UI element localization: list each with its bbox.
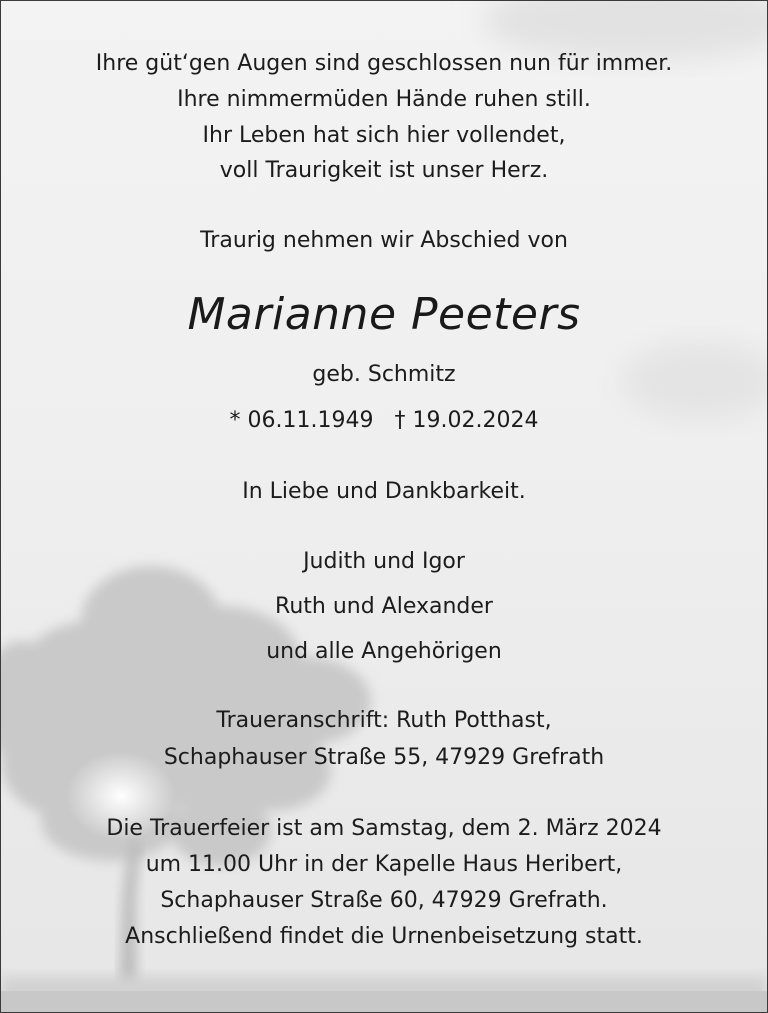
- verse-line-4: voll Traurigkeit ist unser Herz.: [219, 158, 549, 183]
- obituary-text: [1, 1, 767, 1012]
- mourning-address-line-1: Traueranschrift: Ruth Potthast,: [216, 708, 552, 733]
- maiden-name: geb. Schmitz: [312, 362, 456, 387]
- life-dates: * 06.11.1949 † 19.02.2024: [229, 408, 539, 433]
- ceremony-line-3: Schaphauser Straße 60, 47929 Grefrath.: [160, 888, 608, 913]
- dedication: In Liebe und Dankbarkeit.: [242, 479, 526, 504]
- ceremony-line-1: Die Trauerfeier ist am Samstag, dem 2. März 2024: [106, 816, 662, 841]
- deceased-name: Marianne Peeters: [187, 289, 581, 340]
- farewell-intro: Traurig nehmen wir Abschied von: [200, 228, 568, 253]
- mourning-address-line-2: Schaphauser Straße 55, 47929 Grefrath: [163, 745, 605, 770]
- ceremony-line-2: um 11.00 Uhr in der Kapelle Haus Heribert,: [145, 852, 623, 877]
- verse-line-3: Ihr Leben hat sich hier vollendet,: [202, 123, 566, 148]
- mourner-2: Ruth und Alexander: [275, 594, 493, 619]
- mourner-3: und alle Angehörigen: [266, 639, 502, 664]
- mourner-1: Judith und Igor: [303, 549, 465, 574]
- ceremony-line-4: Anschließend findet die Urnenbeisetzung statt.: [125, 924, 643, 949]
- verse-line-2: Ihre nimmermüden Hände ruhen still.: [177, 87, 591, 112]
- verse-line-1: Ihre güt‘gen Augen sind geschlossen nun für immer.: [95, 51, 673, 76]
